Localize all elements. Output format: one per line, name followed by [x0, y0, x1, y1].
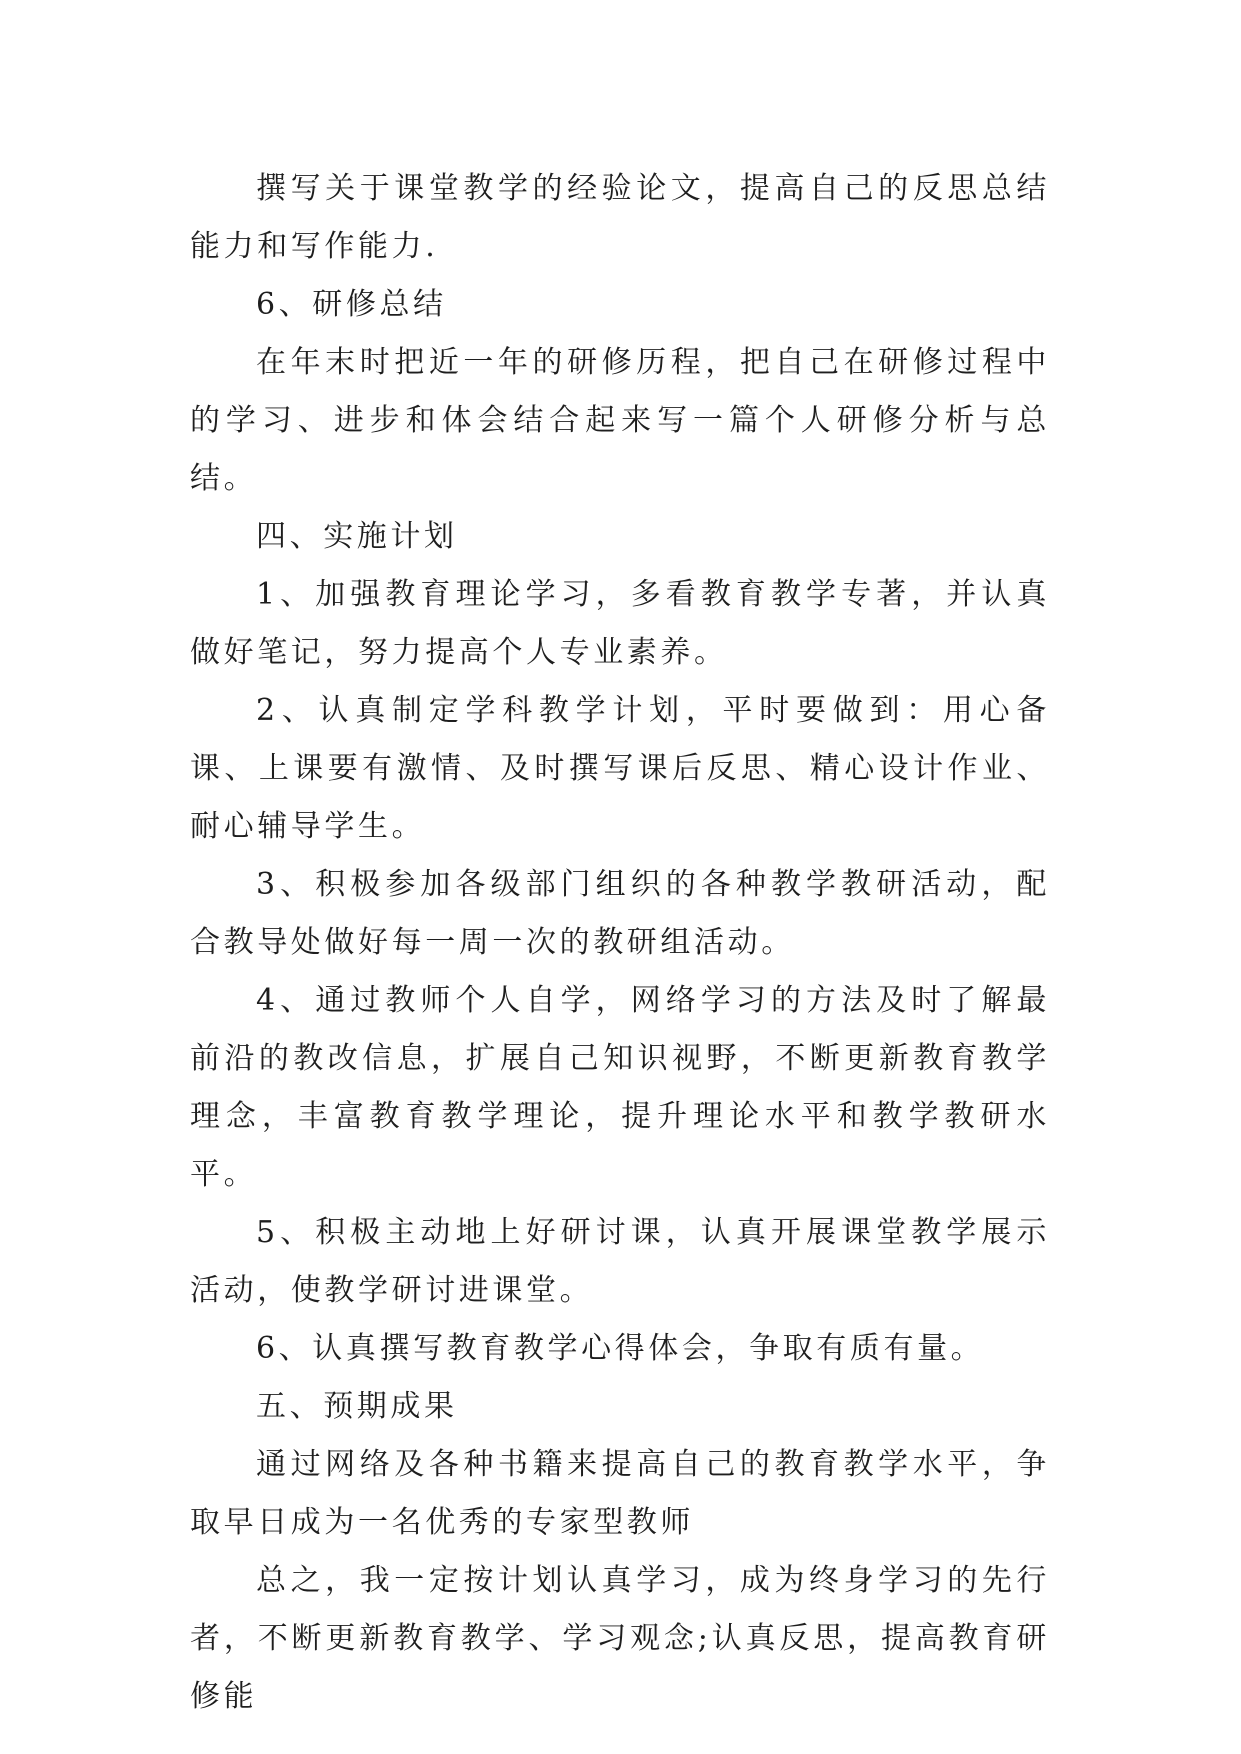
document-body — [190, 160, 1050, 1726]
paragraph: 2、认真制定学科教学计划，平时要做到：用心备课、上课要有激情、及时撰写课后反思、精心设计作业、耐心辅导学生。 — [190, 693, 1050, 844]
paragraph: 总之，我一定按计划认真学习，成为终身学习的先行者，不断更新教育教学、学习观念;认真反思，提高教育研修能 — [190, 1563, 1050, 1714]
paragraph: 4、通过教师个人自学，网络学习的方法及时了解最前沿的教改信息，扩展自己知识视野，不断更新教育教学理念，丰富教育教学理论，提升理论水平和教学教研水平。 — [190, 983, 1050, 1192]
paragraph: 5、积极主动地上好研讨课，认真开展课堂教学展示活动，使教学研讨进课堂。 — [190, 1215, 1050, 1308]
section-heading: 五、预期成果 — [256, 1389, 458, 1424]
paragraph: 6、认真撰写教育教学心得体会，争取有质有量。 — [256, 1331, 985, 1366]
section-heading: 四、实施计划 — [256, 519, 458, 554]
section-heading: 6、研修总结 — [256, 287, 447, 322]
paragraph: 撰写关于课堂教学的经验论文，提高自己的反思总结能力和写作能力. — [190, 171, 1050, 264]
paragraph: 通过网络及各种书籍来提高自己的教育教学水平，争取早日成为一名优秀的专家型教师 — [190, 1447, 1050, 1540]
paragraph: 1、加强教育理论学习，多看教育教学专著，并认真做好笔记，努力提高个人专业素养。 — [190, 577, 1050, 670]
paragraph: 在年末时把近一年的研修历程，把自己在研修过程中的学习、进步和体会结合起来写一篇个人研修分析与总结。 — [190, 345, 1050, 496]
paragraph: 3、积极参加各级部门组织的各种教学教研活动，配合教导处做好每一周一次的教研组活动。 — [190, 867, 1050, 960]
